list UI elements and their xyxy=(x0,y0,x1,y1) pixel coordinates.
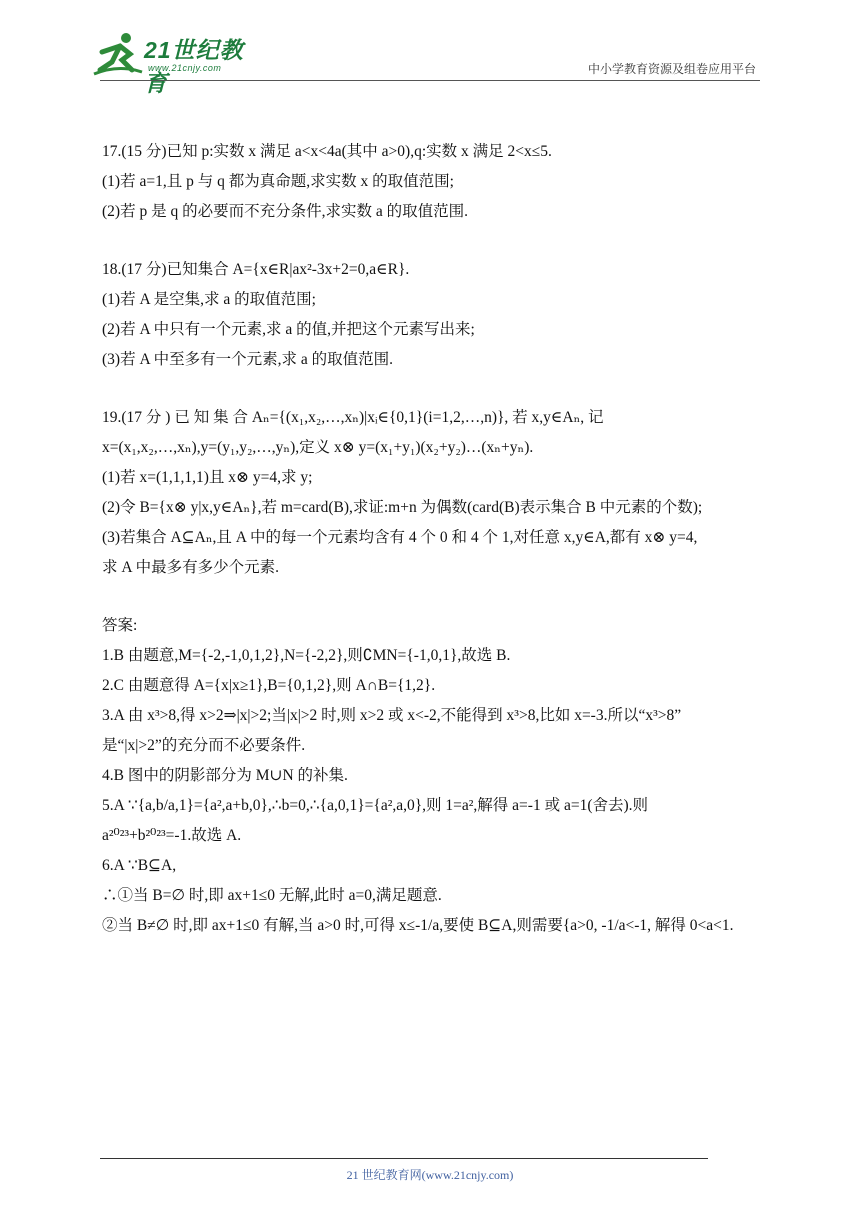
answer-6-3: ②当 B≠∅ 时,即 ax+1≤0 有解,当 a>0 时,可得 x≤-1/a,要使 B⊆A,则需要{a>0, -1/a<-1, 解得 0<a<1. xyxy=(102,917,734,934)
answer-3-1: 3.A 由 x³>8,得 x>2⇒|x|>2;当|x|>2 时,则 x>2 或 x<-2,不能得到 x³>8,比如 x=-3.所以“x³>8” xyxy=(102,707,682,724)
q18-part3: (3)若 A 中至多有一个元素,求 a 的取值范围. xyxy=(102,351,394,368)
header-platform-text: 中小学教育资源及组卷应用平台 xyxy=(587,62,756,76)
answer-2: 2.C 由题意得 A={x|x≥1},B={0,1,2},则 A∩B={1,2}. xyxy=(102,677,436,694)
spacer xyxy=(102,375,762,403)
answer-6-1: 6.A ∵B⊆A, xyxy=(102,857,177,874)
page-header xyxy=(0,0,860,96)
answer-5-2: a²⁰²³+b²⁰²³=-1.故选 A. xyxy=(102,827,242,844)
q18-stem: 18.(17 分)已知集合 A={x∈R|ax²-3x+2=0,a∈R}. xyxy=(102,261,410,278)
footer-divider xyxy=(100,1158,708,1159)
spacer xyxy=(102,227,762,255)
page-footer: 21 世纪教育网(www.21cnjy.com) xyxy=(346,1168,514,1182)
logo-url: www.21cnjy.com xyxy=(148,63,222,73)
answer-3-2: 是“|x|>2”的充分而不必要条件. xyxy=(102,737,306,754)
answer-4: 4.B 图中的阴影部分为 M∪N 的补集. xyxy=(102,767,348,784)
site-logo xyxy=(92,30,262,96)
runner-logo-icon xyxy=(92,30,144,76)
q17-part2: (2)若 p 是 q 的必要而不充分条件,求实数 a 的取值范围. xyxy=(102,203,468,220)
document-body xyxy=(102,137,762,941)
spacer xyxy=(102,583,762,611)
answer-6-2: ∴①当 B=∅ 时,即 ax+1≤0 无解,此时 a=0,满足题意. xyxy=(102,887,442,904)
q17-part1: (1)若 a=1,且 p 与 q 都为真命题,求实数 x 的取值范围; xyxy=(102,173,454,190)
q19-part2: (2)令 B={x⊗ y|x,y∈Aₙ},若 m=card(B),求证:m+n 为偶数(card(B)表示集合 B 中元素的个数); xyxy=(102,499,703,516)
q19-part3-1: (3)若集合 A⊆Aₙ,且 A 中的每一个元素均含有 4 个 0 和 4 个 1,对任意 x,y∈A,都有 x⊗ y=4, xyxy=(102,529,698,546)
logo-text: 21世纪教育 xyxy=(144,37,244,96)
q19-part3-2: 求 A 中最多有多少个元素. xyxy=(102,559,279,576)
q19-part1: (1)若 x=(1,1,1,1)且 x⊗ y=4,求 y; xyxy=(102,469,313,486)
header-divider xyxy=(100,80,760,81)
q18-part1: (1)若 A 是空集,求 a 的取值范围; xyxy=(102,291,316,308)
q19-stem-2: x=(x₁,x₂,…,xₙ),y=(y₁,y₂,…,yₙ),定义 x⊗ y=(x₁+y₁)(x₂+y₂)…(xₙ+yₙ). xyxy=(102,439,534,456)
answer-5-1: 5.A ∵{a,b/a,1}={a²,a+b,0},∴b=0,∴{a,0,1}={a²,a,0},则 1=a²,解得 a=-1 或 a=1(舍去).则 xyxy=(102,797,649,814)
q18-part2: (2)若 A 中只有一个元素,求 a 的值,并把这个元素写出来; xyxy=(102,321,475,338)
q19-stem-1: 19.(17 分 ) 已 知 集 合 Aₙ={(x₁,x₂,…,xₙ)|xᵢ∈{0,1}(i=1,2,…,n)}, 若 x,y∈Aₙ, 记 xyxy=(102,409,604,426)
answer-1: 1.B 由题意,M={-2,-1,0,1,2},N={-2,2},则∁MN={-1,0,1},故选 B. xyxy=(102,647,511,664)
answers-heading: 答案: xyxy=(102,617,138,634)
q17-stem: 17.(15 分)已知 p:实数 x 满足 a<x<4a(其中 a>0),q:实数 x 满足 2<x≤5. xyxy=(102,143,552,160)
